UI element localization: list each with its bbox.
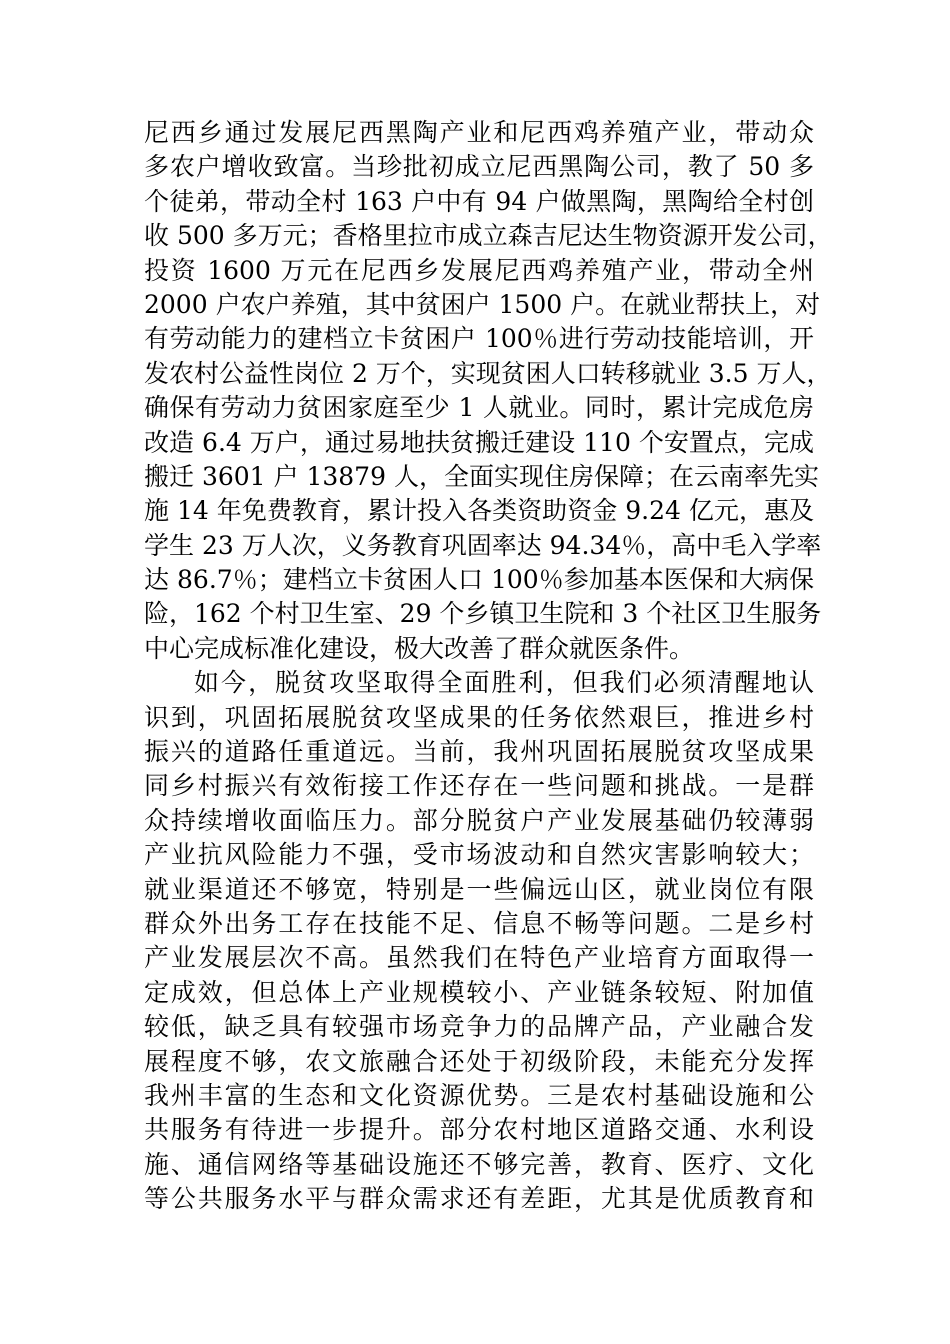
text-line: 较低，缺乏具有较强市场竞争力的品牌产品，产业融合发 bbox=[144, 1012, 814, 1042]
text-line: 众持续增收面临压力。部分脱贫户产业发展基础仍较薄弱 bbox=[144, 805, 814, 835]
text-line: 识到，巩固拓展脱贫攻坚成果的任务依然艰巨，推进乡村 bbox=[144, 702, 814, 732]
text-line: 险，162 个村卫生室、29 个乡镇卫生院和 3 个社区卫生服务 bbox=[144, 599, 822, 629]
text-line: 我州丰富的生态和文化资源优势。三是农村基础设施和公 bbox=[144, 1080, 814, 1110]
text-line: 如今，脱贫攻坚取得全面胜利，但我们必须清醒地认 bbox=[194, 668, 814, 698]
text-line: 中心完成标准化建设，极大改善了群众就医条件。 bbox=[144, 633, 695, 663]
text-line: 发农村公益性岗位 2 万个，实现贫困人口转移就业 3.5 万人， bbox=[144, 358, 832, 388]
text-line: 振兴的道路任重道远。当前，我州巩固拓展脱贫攻坚成果 bbox=[144, 737, 814, 767]
text-line: 施 14 年免费教育，累计投入各类资助资金 9.24 亿元，惠及 bbox=[144, 496, 814, 526]
body-text bbox=[144, 116, 833, 1217]
text-line: 群众外出务工存在技能不足、信息不畅等问题。二是乡村 bbox=[144, 908, 814, 938]
text-line: 收 500 多万元；香格里拉市成立森吉尼达生物资源开发公司， bbox=[144, 221, 833, 251]
text-line: 搬迁 3601 户 13879 人，全面实现住房保障；在云南率先实 bbox=[144, 461, 819, 491]
text-line: 展程度不够，农文旅融合还处于初级阶段，未能充分发挥 bbox=[144, 1046, 814, 1076]
text-line: 2000 户农户养殖，其中贫困户 1500 户。在就业帮扶上，对 bbox=[144, 289, 821, 319]
text-line: 施、通信网络等基础设施还不够完善，教育、医疗、文化 bbox=[144, 1149, 814, 1179]
text-line: 尼西乡通过发展尼西黑陶产业和尼西鸡养殖产业，带动众 bbox=[144, 118, 814, 147]
text-line: 个徒弟，带动全村 163 户中有 94 户做黑陶，黑陶给全村创 bbox=[144, 186, 814, 216]
text-line: 确保有劳动力贫困家庭至少 1 人就业。同时，累计完成危房 bbox=[144, 393, 814, 423]
text-line: 产业发展层次不高。虽然我们在特色产业培育方面取得一 bbox=[144, 943, 814, 973]
text-line: 改造 6.4 万户，通过易地扶贫搬迁建设 110 个安置点，完成 bbox=[144, 427, 814, 457]
text-line: 共服务有待进一步提升。部分农村地区道路交通、水利设 bbox=[144, 1115, 814, 1145]
text-line: 等公共服务水平与群众需求还有差距，尤其是优质教育和 bbox=[144, 1184, 814, 1214]
text-line: 多农户增收致富。当珍批初成立尼西黑陶公司，教了 50 多 bbox=[144, 152, 814, 182]
text-line: 达 86.7％；建档立卡贫困人口 100％参加基本医保和大病保 bbox=[144, 565, 814, 595]
text-line: 学生 23 万人次，义务教育巩固率达 94.34％，高中毛入学率 bbox=[144, 530, 822, 560]
text-line: 同乡村振兴有效衔接工作还存在一些问题和挑战。一是群 bbox=[144, 771, 814, 801]
text-line: 投资 1600 万元在尼西乡发展尼西鸡养殖产业，带动全州 bbox=[144, 255, 814, 285]
text-line: 就业渠道还不够宽，特别是一些偏远山区，就业岗位有限 bbox=[144, 874, 814, 904]
text-line: 有劳动能力的建档立卡贫困户 100％进行劳动技能培训，开 bbox=[144, 324, 814, 354]
text-line: 定成效，但总体上产业规模较小、产业链条较短、附加值 bbox=[144, 977, 814, 1007]
text-line: 产业抗风险能力不强，受市场波动和自然灾害影响较大； bbox=[144, 840, 814, 870]
